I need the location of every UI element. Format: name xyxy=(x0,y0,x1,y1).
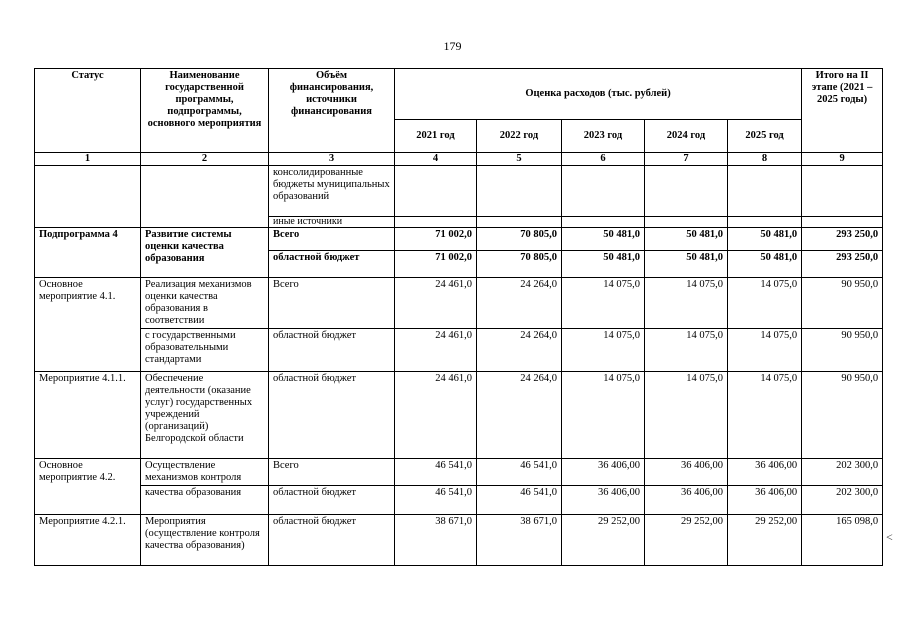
value-cell: 50 481,0 xyxy=(728,228,802,251)
value-cell: 36 406,00 xyxy=(728,486,802,515)
total-cell: 293 250,0 xyxy=(802,251,883,278)
value-cell: 70 805,0 xyxy=(477,228,562,251)
header-volume: Объём финансирования, источники финансирования xyxy=(269,69,395,153)
source-cell: областной бюджет xyxy=(269,251,395,278)
header-status: Статус xyxy=(35,69,141,153)
value-cell: 36 406,00 xyxy=(645,459,728,486)
column-number-row xyxy=(35,153,883,166)
value-cell: 50 481,0 xyxy=(645,228,728,251)
header-year-2024: 2024 год xyxy=(645,120,728,153)
header-year-2025: 2025 год xyxy=(728,120,802,153)
total-cell: 293 250,0 xyxy=(802,228,883,251)
table-row xyxy=(35,486,883,515)
name-cell: Развитие системы оценки качества образования xyxy=(141,228,269,278)
column-number: 1 xyxy=(35,153,141,166)
name-cell: качества образования xyxy=(141,486,269,515)
total-cell: 202 300,0 xyxy=(802,486,883,515)
value-cell: 46 541,0 xyxy=(395,486,477,515)
margin-mark: < xyxy=(886,530,893,544)
column-number: 9 xyxy=(802,153,883,166)
value-cell: 29 252,00 xyxy=(645,515,728,566)
header-total: Итого на II этапе (2021 – 2025 годы) xyxy=(802,69,883,153)
status-cell: Мероприятие 4.1.1. xyxy=(35,372,141,459)
value-cell: 36 406,00 xyxy=(645,486,728,515)
status-cell: Основное мероприятие 4.2. xyxy=(35,459,141,515)
value-cell: 14 075,0 xyxy=(645,372,728,459)
value-cell: 36 406,00 xyxy=(562,459,645,486)
status-cell: Основное мероприятие 4.1. xyxy=(35,278,141,372)
table-row xyxy=(35,278,883,329)
header-year-2021: 2021 год xyxy=(395,120,477,153)
name-cell: Реализация механизмов оценки качества образования в соответствии xyxy=(141,278,269,329)
column-number: 4 xyxy=(395,153,477,166)
source-cell: Всего xyxy=(269,278,395,329)
value-cell: 24 461,0 xyxy=(395,278,477,329)
header-year-2023: 2023 год xyxy=(562,120,645,153)
value-cell: 24 264,0 xyxy=(477,372,562,459)
value-cell: 50 481,0 xyxy=(645,251,728,278)
budget-table xyxy=(34,68,883,566)
source-cell: областной бюджет xyxy=(269,329,395,372)
column-number: 8 xyxy=(728,153,802,166)
status-cell xyxy=(35,166,141,228)
value-cell: 14 075,0 xyxy=(562,372,645,459)
value-cell: 14 075,0 xyxy=(645,329,728,372)
column-number: 5 xyxy=(477,153,562,166)
total-cell: 90 950,0 xyxy=(802,329,883,372)
column-number: 3 xyxy=(269,153,395,166)
table-row xyxy=(35,515,883,566)
table-row xyxy=(35,329,883,372)
value-cell: 29 252,00 xyxy=(562,515,645,566)
value-cell: 46 541,0 xyxy=(477,459,562,486)
source-cell: областной бюджет xyxy=(269,486,395,515)
value-cell: 70 805,0 xyxy=(477,251,562,278)
value-cell: 14 075,0 xyxy=(728,278,802,329)
value-cell: 46 541,0 xyxy=(395,459,477,486)
value-cell: 14 075,0 xyxy=(728,372,802,459)
header-row xyxy=(35,69,883,120)
value-cell: 36 406,00 xyxy=(728,459,802,486)
table-row xyxy=(35,459,883,486)
value-cell: 50 481,0 xyxy=(562,251,645,278)
status-cell: Подпрограмма 4 xyxy=(35,228,141,278)
value-cell: 24 461,0 xyxy=(395,329,477,372)
name-cell: Обеспечение деятельности (оказание услуг) государственных учреждений (организаций) Белгородской области xyxy=(141,372,269,459)
value-cell: 71 002,0 xyxy=(395,228,477,251)
value-cell: 14 075,0 xyxy=(728,329,802,372)
table-row xyxy=(35,166,883,217)
total-cell: 90 950,0 xyxy=(802,372,883,459)
value-cell: 29 252,00 xyxy=(728,515,802,566)
value-cell: 14 075,0 xyxy=(645,278,728,329)
value-cell: 14 075,0 xyxy=(562,329,645,372)
status-cell: Мероприятие 4.2.1. xyxy=(35,515,141,566)
name-cell: Осуществление механизмов контроля xyxy=(141,459,269,486)
source-cell: областной бюджет xyxy=(269,372,395,459)
value-cell: 50 481,0 xyxy=(562,228,645,251)
value-cell: 24 461,0 xyxy=(395,372,477,459)
column-number: 2 xyxy=(141,153,269,166)
source-cell: Всего xyxy=(269,228,395,251)
source-cell: консолидированные бюджеты муниципальных образований xyxy=(269,166,395,217)
table-row xyxy=(35,372,883,459)
value-cell: 36 406,00 xyxy=(562,486,645,515)
total-cell: 165 098,0 xyxy=(802,515,883,566)
table-row xyxy=(35,228,883,251)
total-cell: 202 300,0 xyxy=(802,459,883,486)
name-cell xyxy=(141,166,269,228)
value-cell: 38 671,0 xyxy=(395,515,477,566)
value-cell: 50 481,0 xyxy=(728,251,802,278)
value-cell: 24 264,0 xyxy=(477,278,562,329)
header-estimate: Оценка расходов (тыс. рублей) xyxy=(395,69,802,120)
value-cell: 24 264,0 xyxy=(477,329,562,372)
column-number: 6 xyxy=(562,153,645,166)
header-name: Наименование государственной программы, подпрограммы, основного мероприятия xyxy=(141,69,269,153)
source-cell: Всего xyxy=(269,459,395,486)
name-cell: с государственными образовательными стандартами xyxy=(141,329,269,372)
page-number: 179 xyxy=(443,39,462,53)
value-cell: 46 541,0 xyxy=(477,486,562,515)
value-cell: 14 075,0 xyxy=(562,278,645,329)
source-cell: иные источники xyxy=(269,217,395,228)
header-year-2022: 2022 год xyxy=(477,120,562,153)
name-cell: Мероприятия (осуществление контроля качества образования) xyxy=(141,515,269,566)
column-number: 7 xyxy=(645,153,728,166)
total-cell: 90 950,0 xyxy=(802,278,883,329)
value-cell: 71 002,0 xyxy=(395,251,477,278)
source-cell: областной бюджет xyxy=(269,515,395,566)
value-cell: 38 671,0 xyxy=(477,515,562,566)
